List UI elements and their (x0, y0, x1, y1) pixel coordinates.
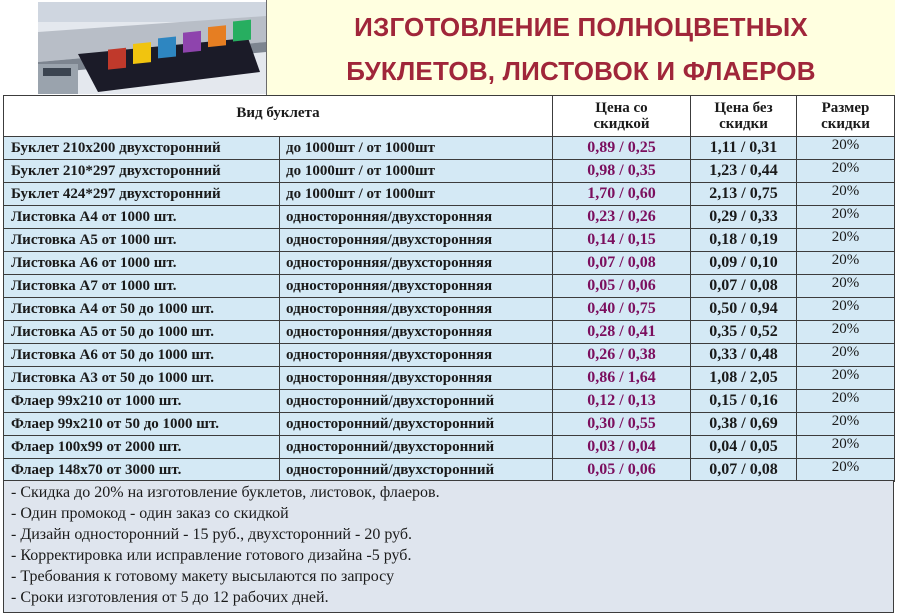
table-row (4, 275, 895, 298)
item-name: Листовка А6 от 1000 шт. (4, 252, 280, 275)
full-price: 1,08 / 2,05 (691, 367, 797, 390)
discount-size: 20% (797, 367, 895, 390)
full-price: 2,13 / 0,75 (691, 183, 797, 206)
item-name: Листовка А3 от 50 до 1000 шт. (4, 367, 280, 390)
item-condition: до 1000шт / от 1000шт (280, 160, 553, 183)
price-table (3, 95, 895, 482)
header-type: Вид буклета (4, 96, 553, 137)
discount-size: 20% (797, 206, 895, 229)
item-condition: односторонняя/двухсторонняя (280, 229, 553, 252)
item-condition: односторонний/двухсторонний (280, 459, 553, 482)
sale-price: 0,07 / 0,08 (553, 252, 691, 275)
item-condition: односторонняя/двухсторонняя (280, 321, 553, 344)
sale-price: 1,70 / 0,60 (553, 183, 691, 206)
sale-price: 0,05 / 0,06 (553, 275, 691, 298)
full-price: 0,35 / 0,52 (691, 321, 797, 344)
printer-photo-icon (38, 2, 266, 94)
item-condition: односторонний/двухсторонний (280, 436, 553, 459)
title-line-1: ИЗГОТОВЛЕНИЕ ПОЛНОЦВЕТНЫХ (354, 12, 808, 42)
note-item: - Дизайн односторонний - 15 руб., двухсторонний - 20 руб. (11, 526, 413, 543)
item-name: Листовка А6 от 50 до 1000 шт. (4, 344, 280, 367)
item-condition: односторонняя/двухсторонняя (280, 298, 553, 321)
sale-price: 0,05 / 0,06 (553, 459, 691, 482)
table-row (4, 436, 895, 459)
discount-size: 20% (797, 160, 895, 183)
title-box (266, 0, 895, 95)
item-condition: односторонний/двухсторонний (280, 390, 553, 413)
table-row (4, 413, 895, 436)
item-name: Буклет 210х200 двухсторонний (4, 137, 280, 160)
sale-price: 0,98 / 0,35 (553, 160, 691, 183)
sale-price: 0,26 / 0,38 (553, 344, 691, 367)
table-header-row (4, 96, 895, 137)
full-price: 0,38 / 0,69 (691, 413, 797, 436)
item-condition: односторонняя/двухсторонняя (280, 367, 553, 390)
full-price: 0,18 / 0,19 (691, 229, 797, 252)
table-row (4, 160, 895, 183)
sale-price: 0,86 / 1,64 (553, 367, 691, 390)
item-name: Флаер 99х210 от 1000 шт. (4, 390, 280, 413)
item-name: Буклет 424*297 двухсторонний (4, 183, 280, 206)
table-row (4, 137, 895, 160)
item-condition: односторонняя/двухсторонняя (280, 275, 553, 298)
item-condition: односторонняя/двухсторонняя (280, 252, 553, 275)
sale-price: 0,12 / 0,13 (553, 390, 691, 413)
item-name: Флаер 148х70 от 3000 шт. (4, 459, 280, 482)
note-item: - Требования к готовому макету высылаются по запросу (11, 568, 395, 585)
discount-size: 20% (797, 321, 895, 344)
full-price: 0,07 / 0,08 (691, 275, 797, 298)
discount-size: 20% (797, 252, 895, 275)
full-price: 0,09 / 0,10 (691, 252, 797, 275)
discount-size: 20% (797, 137, 895, 160)
item-name: Флаер 99х210 от 50 до 1000 шт. (4, 413, 280, 436)
note-item: - Один промокод - один заказ со скидкой (11, 505, 289, 522)
notes-box (3, 480, 894, 613)
item-name: Листовка А4 от 1000 шт. (4, 206, 280, 229)
sale-price: 0,40 / 0,75 (553, 298, 691, 321)
table-row (4, 321, 895, 344)
item-condition: до 1000шт / от 1000шт (280, 137, 553, 160)
table-row (4, 298, 895, 321)
table-row (4, 206, 895, 229)
table-row (4, 183, 895, 206)
sale-price: 0,89 / 0,25 (553, 137, 691, 160)
full-price: 1,11 / 0,31 (691, 137, 797, 160)
table-row (4, 459, 895, 482)
full-price: 0,33 / 0,48 (691, 344, 797, 367)
item-name: Буклет 210*297 двухсторонний (4, 160, 280, 183)
table-row (4, 344, 895, 367)
full-price: 1,23 / 0,44 (691, 160, 797, 183)
full-price: 0,15 / 0,16 (691, 390, 797, 413)
discount-size: 20% (797, 275, 895, 298)
discount-size: 20% (797, 390, 895, 413)
discount-size: 20% (797, 436, 895, 459)
discount-size: 20% (797, 344, 895, 367)
header (0, 0, 897, 95)
sale-price: 0,03 / 0,04 (553, 436, 691, 459)
printer-photo (38, 2, 266, 94)
discount-size: 20% (797, 298, 895, 321)
full-price: 0,29 / 0,33 (691, 206, 797, 229)
note-item: - Сроки изготовления от 5 до 12 рабочих дней. (11, 589, 329, 606)
header-discount: Размер скидки (797, 96, 895, 137)
discount-size: 20% (797, 459, 895, 482)
discount-size: 20% (797, 183, 895, 206)
item-name: Листовка А5 от 1000 шт. (4, 229, 280, 252)
sale-price: 0,28 / 0,41 (553, 321, 691, 344)
table-row (4, 367, 895, 390)
title-line-2: БУКЛЕТОВ, ЛИСТОВОК И ФЛАЕРОВ (346, 56, 816, 86)
full-price: 0,04 / 0,05 (691, 436, 797, 459)
item-condition: односторонняя/двухсторонняя (280, 344, 553, 367)
item-name: Листовка А7 от 1000 шт. (4, 275, 280, 298)
item-name: Флаер 100х99 от 2000 шт. (4, 436, 280, 459)
full-price: 0,50 / 0,94 (691, 298, 797, 321)
note-item: - Скидка до 20% на изготовление буклетов, листовок, флаеров. (11, 484, 440, 501)
header-full-price: Цена без скидки (691, 96, 797, 137)
item-condition: односторонний/двухсторонний (280, 413, 553, 436)
discount-size: 20% (797, 229, 895, 252)
sale-price: 0,14 / 0,15 (553, 229, 691, 252)
item-condition: до 1000шт / от 1000шт (280, 183, 553, 206)
discount-size: 20% (797, 413, 895, 436)
table-row (4, 229, 895, 252)
note-item: - Корректировка или исправление готового дизайна -5 руб. (11, 547, 412, 564)
sale-price: 0,23 / 0,26 (553, 206, 691, 229)
sale-price: 0,30 / 0,55 (553, 413, 691, 436)
table-row (4, 390, 895, 413)
item-name: Листовка А4 от 50 до 1000 шт. (4, 298, 280, 321)
full-price: 0,07 / 0,08 (691, 459, 797, 482)
table-row (4, 252, 895, 275)
item-name: Листовка А5 от 50 до 1000 шт. (4, 321, 280, 344)
header-sale-price: Цена со скидкой (553, 96, 691, 137)
item-condition: односторонняя/двухсторонняя (280, 206, 553, 229)
